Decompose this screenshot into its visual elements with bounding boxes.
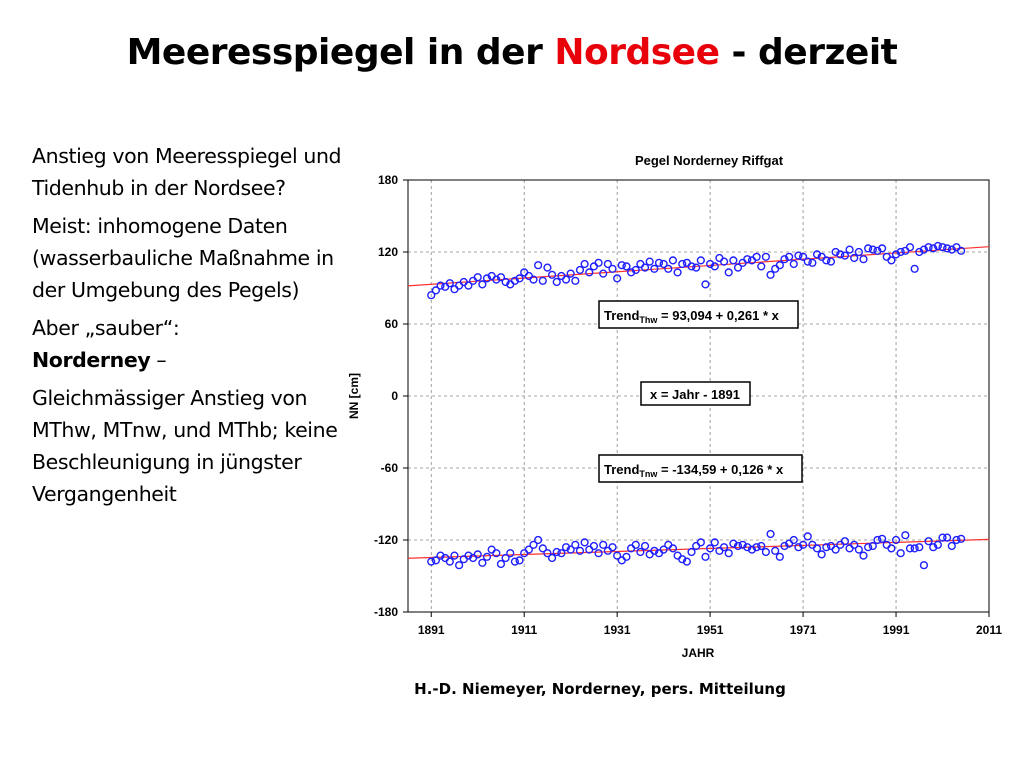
x-definition-box xyxy=(641,382,750,405)
data-point-mtnw xyxy=(725,550,732,557)
bullet-text-block xyxy=(32,140,352,516)
data-point-mtnw xyxy=(512,558,519,565)
x-tick-label: 2011 xyxy=(975,623,1003,637)
data-point-mtnw xyxy=(479,559,486,566)
data-point-mtnw xyxy=(846,545,853,552)
data-point-mthw xyxy=(744,256,751,263)
bullet-clean-data xyxy=(32,312,352,376)
data-point-mtnw xyxy=(507,550,514,557)
data-point-mthw xyxy=(753,253,760,260)
data-point-mthw xyxy=(776,262,783,269)
y-tick-label: -60 xyxy=(380,461,398,475)
data-point-mtnw xyxy=(814,545,821,552)
data-point-mthw xyxy=(656,259,663,266)
data-point-mthw xyxy=(716,255,723,262)
data-point-mthw xyxy=(795,252,802,259)
y-tick-label: -120 xyxy=(373,533,398,547)
data-point-mthw xyxy=(600,270,607,277)
data-point-mtnw xyxy=(488,546,495,553)
data-point-mthw xyxy=(591,263,598,270)
y-tick-label: 60 xyxy=(384,317,398,331)
data-point-mthw xyxy=(572,277,579,284)
data-point-mthw xyxy=(553,279,560,286)
data-point-mtnw xyxy=(600,541,607,548)
data-point-mtnw xyxy=(818,551,825,558)
x-tick-label: 1911 xyxy=(511,623,538,637)
title-accent: Nordsee xyxy=(554,32,720,73)
data-point-mthw xyxy=(693,264,700,271)
data-point-mtnw xyxy=(609,544,616,551)
data-point-mtnw xyxy=(632,541,639,548)
data-point-mtnw xyxy=(553,549,560,556)
y-axis-label: NN [cm] xyxy=(347,372,361,420)
data-point-mthw xyxy=(609,265,616,272)
data-point-mthw xyxy=(758,263,765,270)
x-axis-label: JAHR xyxy=(681,646,715,660)
x-definition: x = Jahr - 1891 xyxy=(650,387,740,402)
data-point-mthw xyxy=(442,283,449,290)
data-point-mthw xyxy=(474,274,481,281)
data-point-mthw xyxy=(581,261,588,268)
data-point-mtnw xyxy=(451,552,458,559)
data-point-mthw xyxy=(549,271,556,278)
data-point-mthw xyxy=(595,259,602,266)
data-point-mthw xyxy=(683,259,690,266)
data-point-mthw xyxy=(577,267,584,274)
data-point-mtnw xyxy=(721,544,728,551)
data-point-mtnw xyxy=(484,553,491,560)
thw-trend-formula: = 93,094 + 0,261 * x xyxy=(657,308,779,323)
data-point-mtnw xyxy=(604,547,611,554)
data-point-mtnw xyxy=(804,533,811,540)
data-point-mtnw xyxy=(572,541,579,548)
data-point-mthw xyxy=(911,265,918,272)
data-point-mtnw xyxy=(591,543,598,550)
data-point-mthw xyxy=(586,269,593,276)
thw-trend-prefix: Trend xyxy=(604,308,640,323)
title-post: - derzeit xyxy=(719,32,898,73)
data-point-mtnw xyxy=(758,543,765,550)
data-point-mthw xyxy=(637,261,644,268)
data-point-mthw xyxy=(865,245,872,252)
data-point-mthw xyxy=(646,258,653,265)
data-point-mtnw xyxy=(697,539,704,546)
tnw-trend-subscript: Tnw xyxy=(639,469,658,479)
data-point-mthw xyxy=(451,286,458,293)
data-point-mtnw xyxy=(456,562,463,569)
data-point-mtnw xyxy=(879,535,886,542)
data-point-mtnw xyxy=(921,562,928,569)
data-point-mthw xyxy=(888,257,895,264)
data-point-mthw xyxy=(697,257,704,264)
svg-text:TrendTnw = -134,59 + 0,126 * x xyxy=(604,462,784,479)
data-point-mtnw xyxy=(911,545,918,552)
y-tick-label: 180 xyxy=(377,173,398,187)
data-point-mtnw xyxy=(944,534,951,541)
data-point-mtnw xyxy=(865,544,872,551)
data-point-mthw xyxy=(762,253,769,260)
data-point-mtnw xyxy=(888,545,895,552)
data-point-mtnw xyxy=(549,555,556,562)
data-point-mtnw xyxy=(828,543,835,550)
data-point-mthw xyxy=(842,252,849,259)
bullet-question: Anstieg von Meeresspiegel und Tidenhub in der Nordsee? xyxy=(32,144,342,200)
data-point-mtnw xyxy=(958,535,965,542)
data-point-mtnw xyxy=(948,543,955,550)
data-point-mtnw xyxy=(916,544,923,551)
data-point-mtnw xyxy=(767,531,774,538)
y-tick-label: -180 xyxy=(373,605,398,619)
chart-title: Pegel Norderney Riffgat xyxy=(634,153,784,168)
y-tick-label: 120 xyxy=(377,245,398,259)
data-point-mtnw xyxy=(776,553,783,560)
data-point-mtnw xyxy=(446,558,453,565)
data-point-mthw xyxy=(944,245,951,252)
bullet-dash: – xyxy=(150,348,167,372)
data-point-mtnw xyxy=(595,550,602,557)
data-point-mthw xyxy=(725,269,732,276)
data-point-mtnw xyxy=(665,541,672,548)
data-point-mthw xyxy=(860,256,867,263)
data-point-mtnw xyxy=(623,553,630,560)
data-point-mthw xyxy=(730,257,737,264)
data-point-mtnw xyxy=(702,553,709,560)
data-point-mthw xyxy=(809,259,816,266)
data-point-mthw xyxy=(544,264,551,271)
data-point-mthw xyxy=(535,262,542,269)
svg-text:TrendThw = 93,094 + 0,261 * x xyxy=(604,308,780,325)
bullet-conclusion: Gleichmässiger Anstieg von MThw, MTnw, und MThb; keine Beschleunigung in jüngster Vergangenheit xyxy=(32,386,338,506)
data-point-mtnw xyxy=(902,532,909,539)
thw-trend-box xyxy=(599,301,798,328)
data-point-mthw xyxy=(902,247,909,254)
bullet-norderney: Norderney xyxy=(32,348,151,372)
data-point-mtnw xyxy=(860,552,867,559)
data-point-mthw xyxy=(907,244,914,251)
data-point-mtnw xyxy=(646,551,653,558)
data-point-mthw xyxy=(563,276,570,283)
data-point-mtnw xyxy=(674,552,681,559)
bullet-inhomogeneous: Meist: inhomogene Daten (wasserbauliche Maßnahme in der Umgebung des Pegels) xyxy=(32,214,334,302)
page-title xyxy=(0,32,1024,73)
data-point-mtnw xyxy=(516,557,523,564)
x-tick-label: 1971 xyxy=(789,623,817,637)
data-point-mthw xyxy=(539,277,546,284)
y-axis xyxy=(374,173,408,619)
data-point-mthw xyxy=(702,281,709,288)
data-point-mthw xyxy=(767,271,774,278)
tnw-trend-box xyxy=(599,455,802,482)
x-tick-label: 1891 xyxy=(417,623,445,637)
data-point-mtnw xyxy=(618,557,625,564)
data-point-mthw xyxy=(567,270,574,277)
data-point-mtnw xyxy=(670,545,677,552)
data-point-mtnw xyxy=(762,549,769,556)
data-point-mtnw xyxy=(637,549,644,556)
source-caption: H.-D. Niemeyer, Norderney, pers. Mitteilung xyxy=(414,680,786,698)
data-point-mthw xyxy=(883,253,890,260)
data-point-mtnw xyxy=(897,550,904,557)
tnw-trend-prefix: Trend xyxy=(604,462,640,477)
data-point-mthw xyxy=(525,273,532,280)
title-pre: Meeresspiegel in der xyxy=(126,32,555,73)
data-point-mtnw xyxy=(642,543,649,550)
data-point-mthw xyxy=(790,261,797,268)
x-tick-label: 1931 xyxy=(603,623,631,637)
x-axis xyxy=(418,612,1002,637)
data-point-mthw xyxy=(846,246,853,253)
data-point-mthw xyxy=(679,261,686,268)
data-point-mthw xyxy=(670,257,677,264)
sea-level-chart xyxy=(340,148,1010,668)
data-point-mtnw xyxy=(772,547,779,554)
y-tick-label: 0 xyxy=(391,389,398,403)
tnw-trend-formula: = -134,59 + 0,126 * x xyxy=(657,462,784,477)
x-tick-label: 1991 xyxy=(882,623,910,637)
data-point-mthw xyxy=(479,281,486,288)
data-point-mthw xyxy=(456,282,463,289)
data-point-mthw xyxy=(772,265,779,272)
data-point-mtnw xyxy=(474,551,481,558)
bullet-clean-label: Aber „sauber“: xyxy=(32,316,180,340)
x-tick-label: 1951 xyxy=(696,623,724,637)
data-point-mthw xyxy=(674,269,681,276)
data-point-mtnw xyxy=(855,546,862,553)
data-point-mthw xyxy=(618,262,625,269)
data-point-mthw xyxy=(828,258,835,265)
thw-trend-subscript: Thw xyxy=(639,315,658,325)
data-point-mtnw xyxy=(498,561,505,568)
data-point-mthw xyxy=(623,263,630,270)
